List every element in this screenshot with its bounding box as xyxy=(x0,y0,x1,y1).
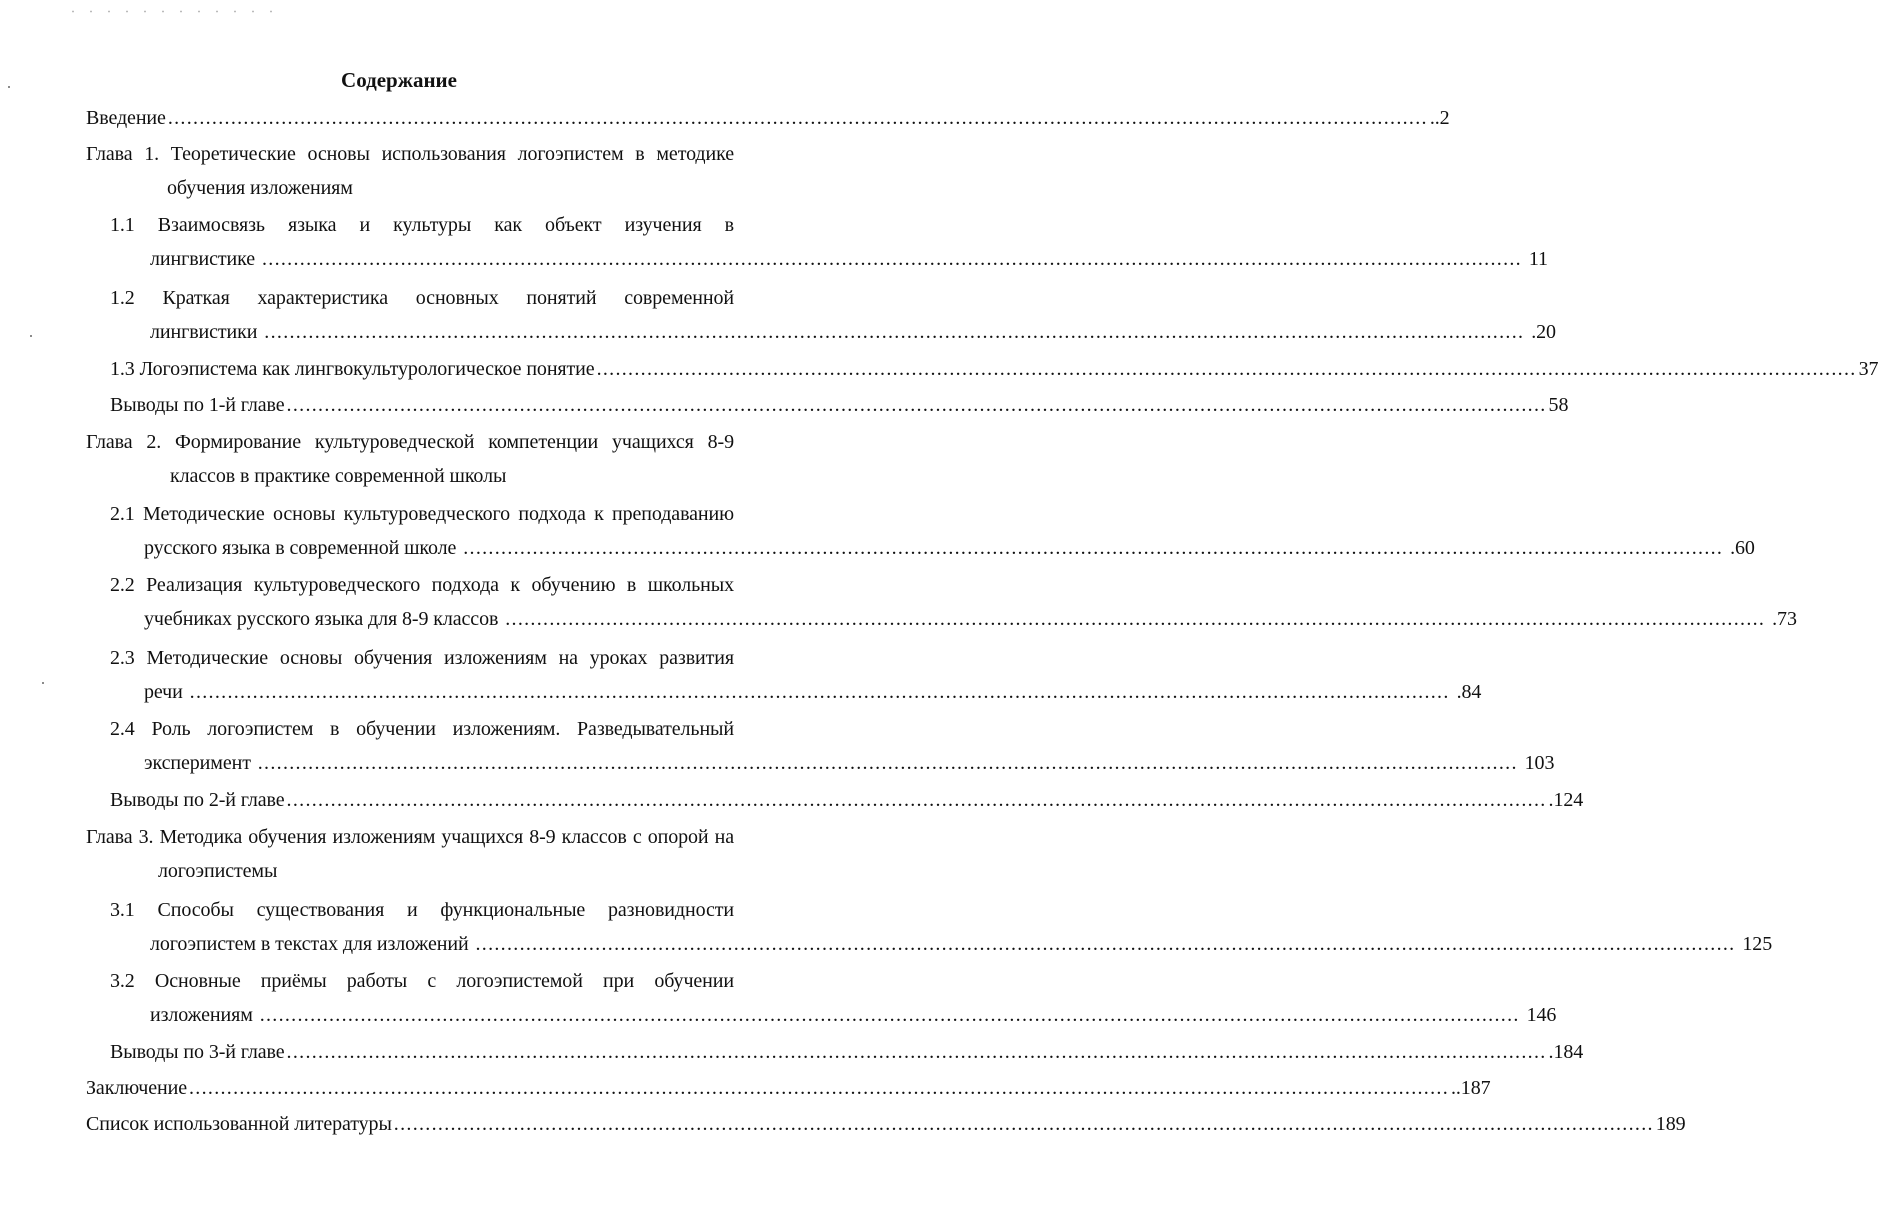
toc-entry-3-1 xyxy=(110,893,1773,961)
toc-entry-text-continued: речи xyxy=(144,681,183,703)
toc-entry-conclusions-3 xyxy=(110,1035,1584,1069)
toc-entry-text: 1.2 Краткая характеристика основных понятий современной xyxy=(110,287,734,309)
toc-entry-chapter-3 xyxy=(86,820,734,888)
dot-leader xyxy=(287,1035,1547,1069)
toc-entry-text-continued: русского языка в современной школе xyxy=(144,537,457,559)
toc-entry-1-3 xyxy=(110,352,1878,386)
toc-entry-2-2 xyxy=(110,568,1797,636)
dot-leader xyxy=(189,1071,1449,1105)
toc-entry-text-continued: обучения изложениям xyxy=(167,177,353,199)
toc-entry-text-continued: логоэпистемы xyxy=(158,860,278,882)
toc-entry-3-2 xyxy=(110,964,1557,1032)
dot-leader xyxy=(258,752,1518,774)
toc-entry-conclusions-2 xyxy=(110,783,1584,817)
toc-entry-text: 3.1 Способы существования и функциональные разновидности xyxy=(110,899,734,921)
toc-entry-text: 2.1 Методические основы культуроведческого подхода к преподаванию xyxy=(110,503,734,525)
toc-entry-text-continued: логоэпистем в текстах для изложений xyxy=(150,933,469,955)
toc-entry-text: 3.2 Основные приёмы работы с логоэпистемой при обучении xyxy=(110,970,734,992)
toc-page-number: .20 xyxy=(1531,321,1556,343)
toc-entry-text: 2.2 Реализация культуроведческого подхода к обучению в школьных xyxy=(110,574,734,596)
page-title: Содержание xyxy=(341,68,457,92)
toc-page-number: .124 xyxy=(1548,789,1584,811)
toc-entry-text: Глава 3. Методика обучения изложениям учащихся 8-9 классов с опорой на xyxy=(86,826,734,848)
toc-entry-text: Заключение xyxy=(86,1077,187,1099)
dot-leader xyxy=(394,1107,1654,1141)
dot-leader xyxy=(597,352,1857,386)
toc-entry-text: Выводы по 1-й главе xyxy=(110,394,285,416)
toc-entry-bibliography xyxy=(86,1107,1686,1141)
toc-entry-chapter-2 xyxy=(86,425,734,493)
dot-leader xyxy=(505,608,1765,630)
toc-entry-2-1 xyxy=(110,497,1755,565)
dot-leader xyxy=(463,537,1723,559)
toc-page-number: .73 xyxy=(1772,608,1797,630)
dot-leader xyxy=(262,248,1522,270)
dot-leader xyxy=(168,101,1428,135)
toc-entry-2-4 xyxy=(110,712,1555,780)
toc-entry-text-continued: лингвистики xyxy=(150,321,258,343)
toc-entry-1-1 xyxy=(110,208,1548,276)
toc-entry-text: Выводы по 3-й главе xyxy=(110,1041,285,1063)
scan-speck xyxy=(42,682,44,684)
dot-leader xyxy=(190,681,1450,703)
toc-entry-intro xyxy=(86,101,1450,135)
toc-entry-text-continued: эксперимент xyxy=(144,752,251,774)
toc-entry-text: 1.1 Взаимосвязь языка и культуры как объект изучения в xyxy=(110,214,734,236)
toc-page-number: 58 xyxy=(1548,394,1569,416)
toc-page-number: 146 xyxy=(1526,1004,1557,1026)
toc-entry-text: 2.4 Роль логоэпистем в обучении изложениям. Разведывательный xyxy=(110,718,734,740)
toc-entry-text: 1.3 Логоэпистема как лингвокультурологическое понятие xyxy=(110,358,595,380)
toc-page-number: ..2 xyxy=(1429,107,1450,129)
dot-leader xyxy=(260,1004,1520,1026)
toc-entry-text: Выводы по 2-й главе xyxy=(110,789,285,811)
toc-page-number: 11 xyxy=(1528,248,1548,270)
dot-leader xyxy=(264,321,1524,343)
toc-page-number: 125 xyxy=(1742,933,1773,955)
toc-entry-text: Глава 1. Теоретические основы использования логоэпистем в методике xyxy=(86,143,734,165)
toc-entry-conclusion xyxy=(86,1071,1491,1105)
toc-entry-text: Введение xyxy=(86,107,166,129)
toc-entry-text-continued: изложениям xyxy=(150,1004,253,1026)
toc-page-number: .60 xyxy=(1730,537,1755,559)
toc-page-number: 103 xyxy=(1524,752,1555,774)
toc-entry-chapter-1 xyxy=(86,137,734,205)
toc-entry-text-continued: классов в практике современной школы xyxy=(170,465,507,487)
toc-page-number: 189 xyxy=(1655,1113,1686,1135)
toc-page-number: 37 xyxy=(1858,358,1878,380)
toc-entry-conclusions-1 xyxy=(110,388,1569,422)
toc-entry-text-continued: лингвистике xyxy=(150,248,256,270)
toc-page-number: .184 xyxy=(1548,1041,1584,1063)
toc-entry-1-2 xyxy=(110,281,1556,349)
toc-entry-2-3 xyxy=(110,641,1482,709)
toc-entry-text: 2.3 Методические основы обучения изложениям на уроках развития xyxy=(110,647,734,669)
scan-speck xyxy=(30,335,32,337)
toc-page-number: .84 xyxy=(1456,681,1482,703)
toc-entry-text: Глава 2. Формирование культуроведческой компетенции учащихся 8-9 xyxy=(86,431,734,453)
toc-entry-text-continued: учебниках русского языка для 8-9 классов xyxy=(144,608,499,630)
scan-noise xyxy=(64,10,284,13)
dot-leader xyxy=(287,388,1547,422)
dot-leader xyxy=(475,933,1735,955)
toc-page-number: ..187 xyxy=(1451,1077,1491,1099)
dot-leader xyxy=(287,783,1547,817)
toc-entry-text: Список использованной литературы xyxy=(86,1113,392,1135)
